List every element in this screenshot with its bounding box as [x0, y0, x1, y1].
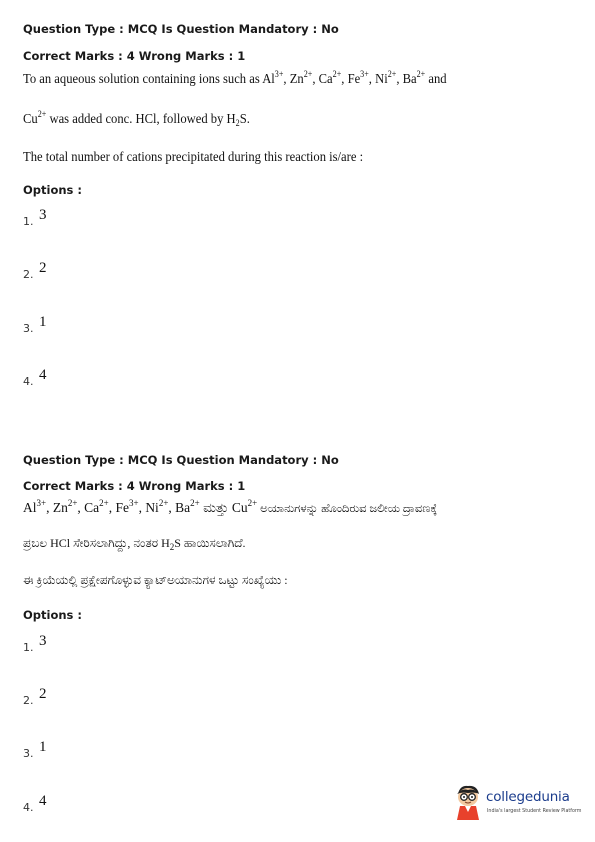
option-value: 4 — [39, 367, 47, 383]
option-3[interactable] — [23, 739, 47, 762]
option-number: 4. — [23, 801, 34, 814]
option-1[interactable] — [23, 207, 47, 230]
options-label: Options : — [23, 183, 82, 197]
question-text-line-3: ಈ ಕ್ರಿಯೆಯಲ್ಲಿ ಪ್ರಕ್ಷೇಪಗೊಳ್ಳುವ ಕ್ಯಾಟ್‌ಅಯಾನುಗಳ ಒಟ್ಟು ಸಂಖ್ಯೆಯು : — [23, 573, 288, 587]
student-mascot-icon — [452, 782, 484, 824]
question-text-line-2: $Cu^{2+}$ was added conc. HCl, followed by $H_2S$. — [23, 109, 250, 128]
question-text-line-3: The total number of cations precipitated during this reaction is/are : — [23, 150, 364, 165]
question-text-line-1: $Al^{3+}$, $Zn^{2+}$, $Ca^{2+}$, $Fe^{3+}$, $Ni^{2+}$, $Ba^{2+}$ ಮತ್ತು $Cu^{2+}$ ಅಯಾನುಗಳನ್ನು ಹೊಂದಿರುವ ಜಲೀಯ ದ್ರಾವಣಕ್ಕೆ — [23, 498, 438, 515]
option-4[interactable] — [23, 793, 47, 816]
option-number: 4. — [23, 375, 34, 388]
question-meta-type: Question Type : MCQ Is Question Mandatory : No — [23, 453, 339, 467]
option-2[interactable] — [23, 686, 47, 709]
option-4[interactable] — [23, 367, 47, 390]
question-text-line-2: ಪ್ರಬಲ HCl ಸೇರಿಸಲಾಗಿದ್ದು, ನಂತರ $H_2S$ ಹಾಯಿಸಲಾಗಿದೆ. — [23, 536, 246, 552]
brand-name: collegedunia — [486, 789, 570, 805]
option-1[interactable] — [23, 633, 47, 656]
question-meta-marks: Correct Marks : 4 Wrong Marks : 1 — [23, 479, 246, 493]
question-text-line-1: To an aqueous solution containing ions such as $Al^{3+}$, $Zn^{2+}$, $Ca^{2+}$, $Fe^{3+}$, $Ni^{2+}$, $Ba^{2+}$ and — [23, 69, 447, 87]
option-value: 2 — [39, 260, 47, 276]
question-meta-marks: Correct Marks : 4 Wrong Marks : 1 — [23, 49, 246, 63]
option-number: 1. — [23, 215, 34, 228]
collegedunia-logo[interactable] — [452, 782, 587, 827]
option-3[interactable] — [23, 314, 47, 337]
option-value: 3 — [39, 633, 47, 649]
options-label: Options : — [23, 608, 82, 622]
question-meta-type: Question Type : MCQ Is Question Mandatory : No — [23, 22, 339, 36]
option-value: 1 — [39, 739, 47, 755]
option-number: 2. — [23, 694, 34, 707]
brand-tagline: India's largest Student Review Platform — [487, 809, 582, 814]
option-value: 1 — [39, 314, 47, 330]
option-2[interactable] — [23, 260, 47, 283]
option-number: 3. — [23, 747, 34, 760]
option-number: 3. — [23, 322, 34, 335]
option-value: 4 — [39, 793, 47, 809]
option-value: 2 — [39, 686, 47, 702]
option-number: 1. — [23, 641, 34, 654]
option-number: 2. — [23, 268, 34, 281]
option-value: 3 — [39, 207, 47, 223]
